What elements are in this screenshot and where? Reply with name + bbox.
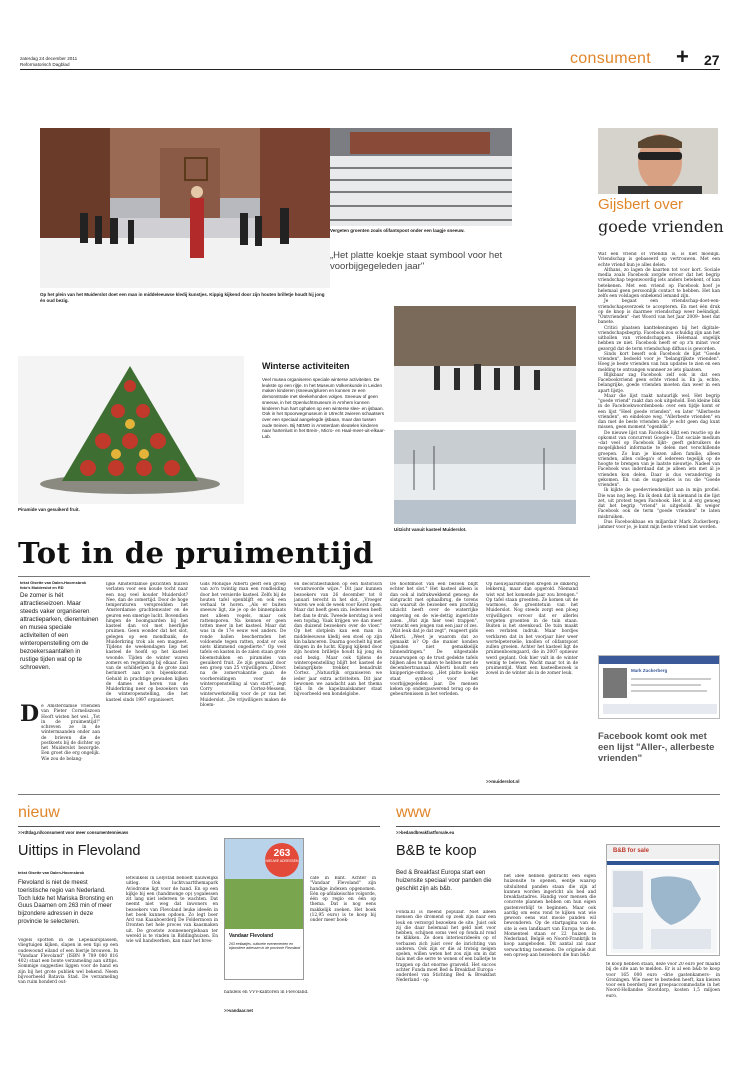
book-cover-vandaar-flevoland [224, 838, 304, 980]
pull-quote: „Het platte koekje staat symbool voor het voorbijgegeleden jaar" [330, 250, 503, 272]
www-rule [396, 826, 720, 827]
header-dateline [20, 56, 77, 68]
photo-fruit-pyramid [18, 356, 244, 504]
header-rule [20, 69, 720, 70]
main-intro: De zomer is hét attractieseizoen. Maar steeds vaker organiseren attractieparken, dierentuinen en musea speciale activiteiten of een winteropenstelling om de bezoekersaantallen in rustige tijden wat op te schroeven. [20, 592, 99, 671]
dropcap: D [20, 701, 40, 727]
main-web-link: >>muiderslot.nl [486, 779, 520, 784]
header-paper: Reformatorisch Dagblad [20, 62, 70, 67]
caption-castle-view: Uitzicht vanuit kasteel Muiderslot. [394, 527, 467, 532]
bnb-site-screenshot [606, 844, 720, 956]
column-paragraph: Wat een vriend of vriendin is, is niet moeilijk. Vriendschap is gebaseerd op vertrouwen. Met een echte vriend kun je alles delen. [598, 252, 720, 268]
nieuw-intro: Flevoland is niet de meest toeristische regio van Nederland. Toch lukte het Mariska Bronsting en Guus Daamen om 263 min of meer bijzondere adressen in deze provincie te selecteren. [18, 880, 114, 925]
nieuw-web-link: >>vandaar.net [224, 1008, 253, 1013]
column-paragraph: Althans, zo lagen de kaarten tot voor kort. Sociale media zoals Facebook zorgde ervoor dat het begrip vriendschap tegenwoordig iets anders betekent, of kan betekenen. Met een vriend op Facebook hoef je helemaal geen persoonlijk contact te hebben. Het kan zelfs een volslagen onbekend iemand zijn. [598, 267, 720, 299]
column-paragraph: Dus Facebookbaas en miljardair Mark Zuckerberg: jammer voor je, je kunt mijn beste vriend niet worden. [598, 519, 720, 530]
plus-icon: + [676, 44, 689, 69]
column-paragraph: Critici plaatsen kanttekeningen bij het digitale-vriendschapsbegrip. Facebook zou schuldig zijn aan het uithollen van vriendschappen. Helemaal ongelijk hebben ze niet. Facebook heeft er op z'n minst voor gezorgd dat de term vriendschap diffuus is geworden. [598, 325, 720, 352]
main-col-6: Op nieuwjaarsmorgen kregen ze dikkerig lekkernij, maar dan opgerold. Niemand wist wat het komende jaar zou brengen." Op tafel staan groenten. Ze komen uit de warmoes, de groentetuin van het Muiderslot. Nog steeds zorgt een ploeg vrijwilligers ervoor dat er allerlei vergeten groenten in de tuin staan. Buiten is het steenkoud. De tuin maakt een verlaten indruk. Maar bordjes verklaren dat in het voorjaar hier weer wortelpeterselie, knollen of olifantspoot zullen groeien. Achter het kasteel ligt de pruimenboomgaard, die in 2007 opnieuw werd geplant. Ook hier valt in de winter weinig te beleven. Wacht maar tot in de pruimentijd. Want een kasteelbezoek is zowel in de winter als in de zomer leuk. [486, 582, 578, 677]
column-paragraph: Sinds kort beseft ook Facebook de lijst "Goede vrienden", bedoeld voor je "belangrijkste vrienden". Hoeg je beste vrienden van hun updates te zien en een melding te ontvangen wanneer ze iets plaatsen. [598, 351, 720, 373]
column-paragraph: Blijkbaar zag Facebook zelf ook in dat een Facebookvriend geen echte vriend is. En ja, echte, belangrijke, goede vrienden moeten dan weer in een apart lijstje. [598, 372, 720, 394]
facebook-avatar [603, 668, 627, 698]
page-number: 27 [704, 52, 720, 68]
main-byline [20, 580, 100, 590]
photo-garden-visitors [394, 306, 576, 422]
photo-castle-view [394, 430, 576, 524]
headline-rule [18, 576, 590, 577]
facebook-screenshot [598, 655, 720, 719]
column-paragraph: Ik kijkte de goedevriendenlijst aan in mijn profiel. Die was nog leeg. En ik denk dat ik niemand in die lijst zet, uit protest tegen Facebook. Het is al erg genoeg dat het begrip "vriend" is uitgehold. Ik weiger Facebook ook de term "goede vrienden" te laten misbruiken. [598, 488, 720, 520]
header-date: zaterdag 24 december 2011 [20, 56, 78, 61]
nieuw-byline: tekst Gisette van Dalen-Hoornsbrok [18, 870, 85, 875]
www-col-2: het idee hebben gebracht een eigen huizensite te openen, eentje waarop uitsluitend panden staan die zijn af kunnen worden ingericht als bed and breakfastadres. Handig voor mensen die concrete plannen hebben om hun eigen gastenverblijf te beginnen. Maar ook aardig om eens rond te kijken wat wie gewoon eens wat mooie panden wil bewonderen. Op de startpagina van de site is een landkaart van Europa te zien. Momenteel staan er 22 huizen in Nederland, België en Noord-Frankrijk te koop aangeboden. Dit aantal zal naar verwachting toenemen. De originele duit een oproep aan bezoekers die hun b&b [504, 874, 596, 958]
main-col-3: Gids Monique Alberti geeft een groep van zo'n twintig man een rondleiding door het versierde kasteel. Zelfs bij de houten tafel openblijft en ook een verhaal te horen. „Als er buiten sneeuw ligt, zie je op de binnenplaats met alleen vogels, maar ook rattensporen. Na kennen er geen totten meer in het kasteel. Maar dat was in de 17e eeuw wel anders. De ronde ballen beschermden het voldoende tegen ratten, zodat er ook niets klimmend ongedierte." Op veel tafels en kasten in de zalen staan grote bloemstukken en piramides van gesuikerd fruit. Ze zijn gemaakt door een groep van 25 vrijwilligers. „Direct na de zomervakantie gaan de voorbereidingen voor de winteropenstelling al van start", zegt Corry Cortez-Messem, winterwerkstellig voor de pr van het Muiderslot. „De vrijwilligers maken de bloem- [200, 582, 286, 708]
www-intro: Bed & Breakfast Europa start een huizensite speciaal voor panden die geschikt zijn als b&b. [396, 870, 492, 892]
nieuw-label: nieuw [18, 804, 60, 821]
byline-author: tekst Gisette van Dalen-Hoornsbrok [20, 580, 87, 585]
nieuw-col-2: letwinkels in Lelystad behoeft nauwelijks uitleg. Ook luchtvaartthemapark Aviodrome ligt voor de hand. En op een kijkje bij een (handmonge op) yogalessen zit lang niet iedereen te wachten. Dat neemt niet weg dat inwoners en bezoekers van Flevoland leuke ideeën in het boek kunnen opdoen. Zo legt boer Ard van Kaauboerderij De Foldermoon in Dronten het hele proces van kaasmaken uit. De grootste zonneenergiebaan ter wereld is te vinden in Biddinghuizen. En wie wil handwerken, kan naar het bres- [126, 876, 218, 944]
main-headline: Tot in de pruimentijd [18, 536, 374, 570]
caption-pyramid: Piramide van gesuikerd fruit. [18, 507, 80, 512]
column-paragraph: Maar die lijst raakt natuurlijk wel. Het begrip "goede vriend" raakt dan ook uitgehold. Een kleine blik in de Facebookwoordenboek: over een tijdje komt er een lijst "Heel goede vrienden", en later "Allerbeste vrienden", en eindeloze weg. "Allerbeste vrienden" en dan met de beste vrienden die je echt geen dag kunt missen, geen moment "ogenblik". [598, 393, 720, 431]
byline-photo: foto's Muiderslot en RD [20, 585, 64, 590]
nieuw-link: >>rdtdag.nl/consument voor meer consumentennieuws [18, 830, 129, 835]
column-gijsbert-body [598, 252, 720, 622]
main-col-2: lijke Amsterdamse gezichten huizen verlaten voor een koude tocht naar een nog veel kouder Muiderslot? Nee, dan de zomertijd. Door de hoge temperaturen verspreidden het Amsterdamse grachtenwater en de geuren een smerige lucht. Bovendien hingen de boomgaarden bij het kasteel dan vol met heerlijke pruimen. Geen wonder dat het slot, gelegen op een mondbank, de Muiderkring trok als een magneet. Tijdens de weekendagen liep het kasteel de hoofd op het kasteel woonde. Tijden de winter waren zomers en regelmatig bij elkaar. Een van de schilderijen in de grote zaal herinnert aan zo'n bijeenkomst. Gehuld in prachtige gewaden kijken de dames en heren van de Muiderkring neer op bezoekers van de winteropenstelling, die het kasteel sinds 1997 organiseert. [106, 582, 188, 703]
column-title-1: Gijsbert over [598, 196, 684, 213]
facebook-profile-name: Mark Zuckerberg [631, 668, 668, 673]
bottom-section-rule [18, 794, 720, 795]
facebook-box [603, 704, 717, 714]
facebook-line [631, 690, 707, 692]
facebook-line [631, 684, 701, 686]
facebook-line [631, 678, 711, 680]
book-badge-text: NIEUWE ADRESSEN [265, 859, 299, 863]
main-col-4: en decoratiestukken op een historisch verantwoorde wijze." Dit jaar kunnen bezoekers van 26 december tot 8 januari terecht in het slot. „Vroeger waren we ook de week voor Kerst open. Maar dat heeft geen zin. Iedereen heeft het dan te druk. Tweede kerstdag is wel een topdag. Vaak krijgen we dan meer dan duizend bezoekers over de vloer." Op het slotplein kan een man in middeleeuwse kledij een stoel op zijn kin balanceren. Daarna goochelt hij met dingen in de lucht. Kippig kijkend door zijn houten brilletje houdt hij jong én oud bezig. Maar ook tijdens de winteropenstelling blijft het kasteel de belangrijkste trekker, benadrukt Cortez. „Natuurlijk organiseren we ieder jaar extra activiteiten. Dit jaar bewonen we aandacht aan het thema tijd. In de kapelzaalskamer staat bijvoorbeeld een hondelglobe. [294, 582, 382, 698]
main-col-1 [20, 701, 100, 762]
book-subtitle: 263 eetlaatjes, culturele evenementen en bijzondere adressen in de provincie Flevoland [229, 942, 301, 951]
winter-activities-box [262, 361, 386, 440]
nieuw-title: Uittips in Flevoland [18, 843, 141, 859]
www-title: B&B te koop [396, 843, 477, 859]
photo-muiderslot-courtyard [40, 128, 330, 288]
nieuw-col-3: café in Bant. Achter in "Vandaar Flevoland" zijn handige indexen opgenomen. Eén op-afdakeischie volgorde, één op regio en één op thema. Dat is nog eens makkelijk zoeken. Het boek (12,95 euro) is te koop bij onder meer boek- [310, 876, 376, 923]
book-title: Vandaar Flevoland [229, 933, 274, 939]
nieuw-tail: handels en VVV-kantoren in Flevoland. [224, 990, 309, 995]
bnb-site-nav [607, 861, 720, 865]
book-badge [265, 843, 299, 877]
column-paragraph: Je begaat een vriendschap-doet-een-vriendschapsverzoek te accepteren. En met één druk op de knop is daarmee vriendschap weer beëindigd. "Ontvrienden" –het Woord van het Jaar 2009– heet dat banete. [598, 299, 720, 326]
www-col-3: te koop hebben staan, deze voor 20 euro per maand bij de site aan te melden. Er is al een b&b te koop voor 165 000 euro –drie gastenkamers– in Groningen. Wie meer te besteden heeft, kan kiezen voor een boerderij met groepsaccommodatie in het Noord-Hollandse Stootdorp, kosten 1,5 miljoen euro. [606, 962, 720, 999]
www-col-1: Fonda.nl is meend populair. Niet alleen mensen die dromend op zoek zijn naar een leuk en verzorgd bezoeken de site. Juist ook zij die daar helemaal het geld niet voor hebben, schijnen soms veel op fonda.nl rond te klikken. Ze doen interieurideeën op of verbazen zich juist over de inrichting van anderen. Ook zijn er die al trotsig neigen spelen, willen weten het zou zijn om in dat huis met die serre te wonen of een balletje te trappen op dat enorme grasveld. Het succes achter Funda moet Bed & Breakfast Europa - onderdeel van Stichting Bed & Breakfast Nederland - op [396, 910, 496, 984]
photo-snowy-garden [330, 128, 512, 226]
photo-gijsbert [598, 128, 718, 194]
winter-title: Winterse activiteiten [262, 361, 350, 371]
column-title-2: goede vrienden [598, 217, 724, 236]
main-col-1-text: e Amsterdamse vrienden van Pieter Corneliszoon Hooft wisten het wel. „Tot in de pruimentijd!" schreven ze in de wintermaanden onder aan de brieven die de postkoets bij de dichter op het Muiderslot bezorgde. Een groet die erg ongelijk. Wie zou de belang- [41, 704, 100, 762]
column-pull-quote: Facebook komt ook met een lijst "Aller-, allerbeste vrienden" [598, 731, 715, 764]
bnb-site-title: B&B for sale [613, 848, 650, 854]
column-paragraph: De nieuwe lijst van Facebook lijkt een reactie op de opkomst van concurrent Google+. Dat sociale medium –dat veel op Facebook lijkt– geeft gebruikers de mogelijkheid informatie te delen met verschillende groepen. Zo kun je kiezen allen familie, alleen vrienden, allen collega's of iedereen tegelijk op de hoogte te brengen van je laatste nieuwtje. Nadeel van Facebook was inderdaad dat je alleen iets met ál je vrienden kon delen. Daar is dus verandering in gekomen. En van de suggesties is nu die "Goede vrienden". [598, 430, 720, 488]
www-link: >>bedandbreakfastforsale.eu [396, 830, 455, 835]
facebook-bar [599, 656, 720, 664]
book-badge-number: 263 [273, 848, 291, 859]
nieuw-rule [18, 826, 380, 827]
main-col-5: De hoofdmoot van een bezoek blijft echter het slot." Het kasteel alleen is dan ook al indrukwekkend genoeg: de slotgracht met ophaalbrug, de torens van waaruit de bezoeker een prachtig uitzicht heeft over de waterrijke omgeving en de wie-dettig ingerichte zalen. „Wat zijn hier veel trappen", verzucht een jongen van een jaar of zes. „Wat leuk dat je dat zegt", reageert gids Alberti. „Weet je waarom dat zo gemaakt is? Op die manier konden vijanden niet gemakkelijk binnendringen." De uitgestalde zwaarwapen op de trust gedekte tafels blijken alles te maken te hebben met de decembertraanaal. Alberti houdt een knipperige-onthoog. „Het platte koekje staat symbool voor het voorbijgegeleden jaar. De mensen keken op ondergaswerend terug op de gebeurtenissen in het verleden. [390, 582, 478, 698]
winter-body: Veel musea organiseren speciale winterse activiteiten. De leukste op een rijtje. In het Museum Volkenkunde in Leiden maken kinderen (sneeuw)pluren en kunnen ze een demonstratie met sleekehonden volgen. Sneeuw of geen sneeuw, in het Openluchtmuseum in Arnhem kunnen kinderen hun hart ophalen op een winterse slee- en ijsbaan. Ook in het Spoorwegmuseum in Utrecht zwieren schaatsers over een speciaal aangelegde ijsbaan, maar dan tussen oude treinen. Bij NEMO in Amsterdam sleutelen kinderen naar hartenlust in het Brein-, Micro- en Haal-meer-uit-elkaar-Lab. [262, 377, 386, 440]
nieuw-col-1: Vogels spotten in de Lepelaarsplassen, vliegtuigen kijken, slapen in een tipi op een oudewoond eiland of een bierije brouwen. In "Vandaar Flevoland" (ISBN 9 789 080 816 402) staat een bonte verzameling aan uittips. Sommige suggesties liggen voor de hand en zijn bij het grote publiek wel bekend. Neem bijvoorbeeld Batavia Stad. De verzameling van ruim honderd out- [18, 938, 118, 985]
section-title: consument [570, 50, 651, 67]
caption-garden: Vergeten groenten zoals olifantspoot onder een laagje sneeuw. [330, 228, 465, 233]
caption-courtyard: Op het plein van het Muiderslot doet een man in middeleeuwse kledij kunstjes. Kippig kijkend door zijn houten brilletje houdt hij jong én oud bezig. [40, 292, 325, 303]
www-label: www [396, 804, 431, 821]
